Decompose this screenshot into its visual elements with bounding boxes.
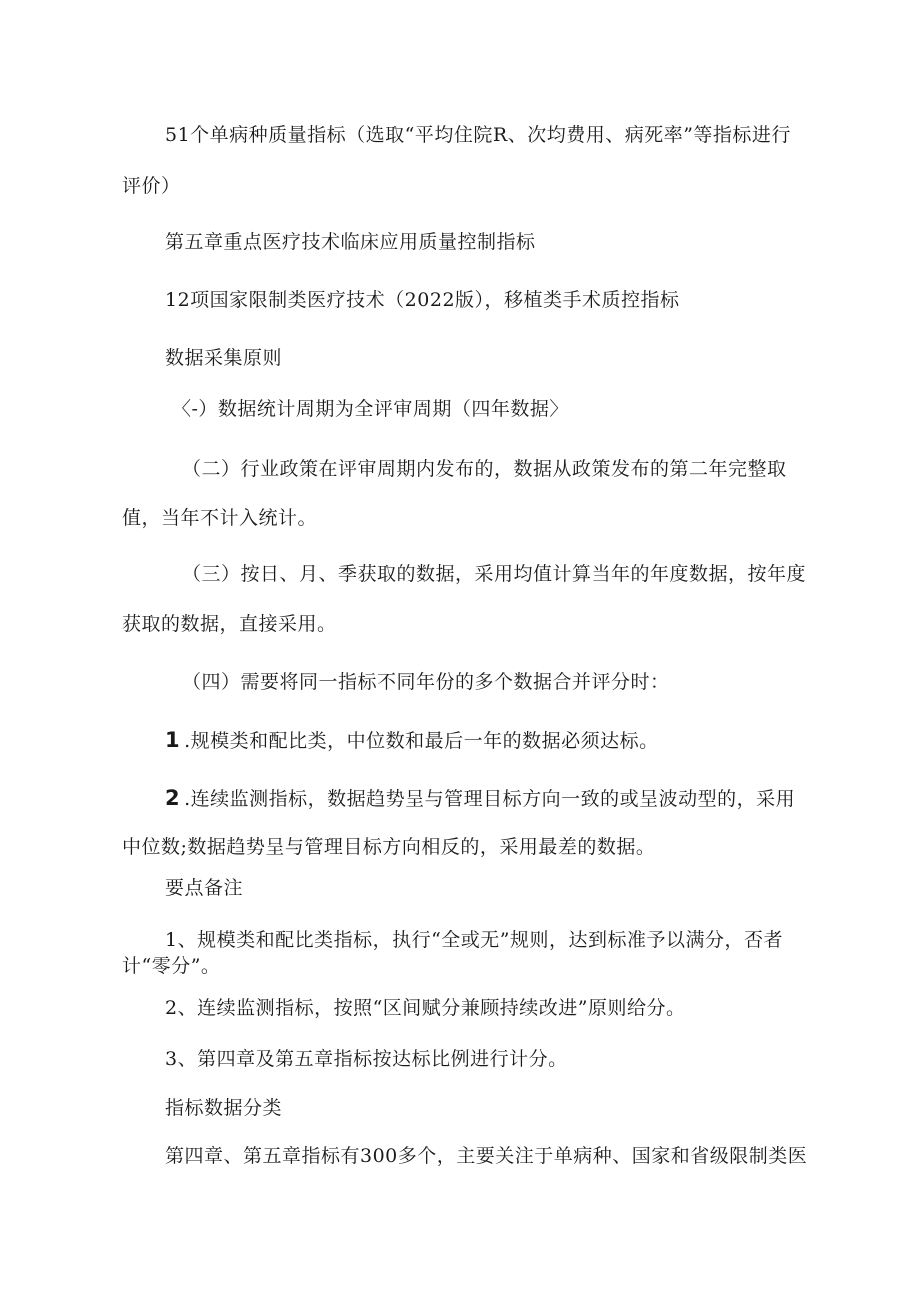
classification-heading: 指标数据分类	[165, 1097, 283, 1119]
principle-2-line1: （二）行业政策在评审周期内发布的，数据从政策发布的第二年完整取	[182, 458, 787, 480]
principle-3-line2: 获取的数据，直接采用。	[122, 613, 337, 635]
rule-1-number: 1	[165, 728, 181, 752]
notes-heading: 要点备注	[165, 877, 244, 899]
note-2: 2、连续监测指标，按照“区间赋分兼顾持续改进”原则给分。	[165, 997, 686, 1019]
chapter5-title: 第五章重点医疗技术临床应用质量控制指标	[165, 231, 536, 253]
note-1-line1: 1、规模类和配比类指标，执行“全或无”规则，达到标准予以满分，否者	[165, 929, 784, 951]
principles-heading: 数据采集原则	[165, 347, 283, 369]
principle-4: （四）需要将同一指标不同年份的多个数据合并评分时：	[182, 671, 670, 693]
classification-line1: 第四章、第五章指标有300多个，主要关注于单病种、国家和省级限制类医	[165, 1145, 808, 1167]
note-3: 3、第四章及第五章指标按达标比例进行计分。	[165, 1048, 568, 1070]
rule-1-text: .规模类和配比类，中位数和最后一年的数据必须达标。	[184, 730, 659, 752]
rule-2-number: 2	[165, 786, 181, 810]
paragraph-single-disease-line2: 评价）	[122, 175, 181, 197]
chapter5-description: 12项国家限制类医疗技术（2022版），移植类手术质控指标	[165, 289, 680, 311]
principle-3-line1: （三）按日、月、季获取的数据，采用均值计算当年的年度数据，按年度	[182, 563, 807, 585]
note-1-line2: 计“零分”。	[122, 955, 221, 977]
principle-1: 〈-）数据统计周期为全评审周期（四年数据〉	[172, 398, 569, 420]
rule-2-line1	[165, 786, 795, 811]
rule-2-text: .连续监测指标，数据趋势呈与管理目标方向一致的或呈波动型的，采用	[184, 788, 796, 810]
rule-2-line2: 中位数;数据趋势呈与管理目标方向相反的，采用最差的数据。	[122, 836, 656, 858]
rule-1	[165, 728, 659, 753]
principle-2-line2: 值，当年不计入统计。	[122, 507, 318, 529]
paragraph-single-disease-line1: 51个单病种质量指标（选取“平均住院R、次均费用、病死率”等指标进行	[165, 124, 791, 146]
